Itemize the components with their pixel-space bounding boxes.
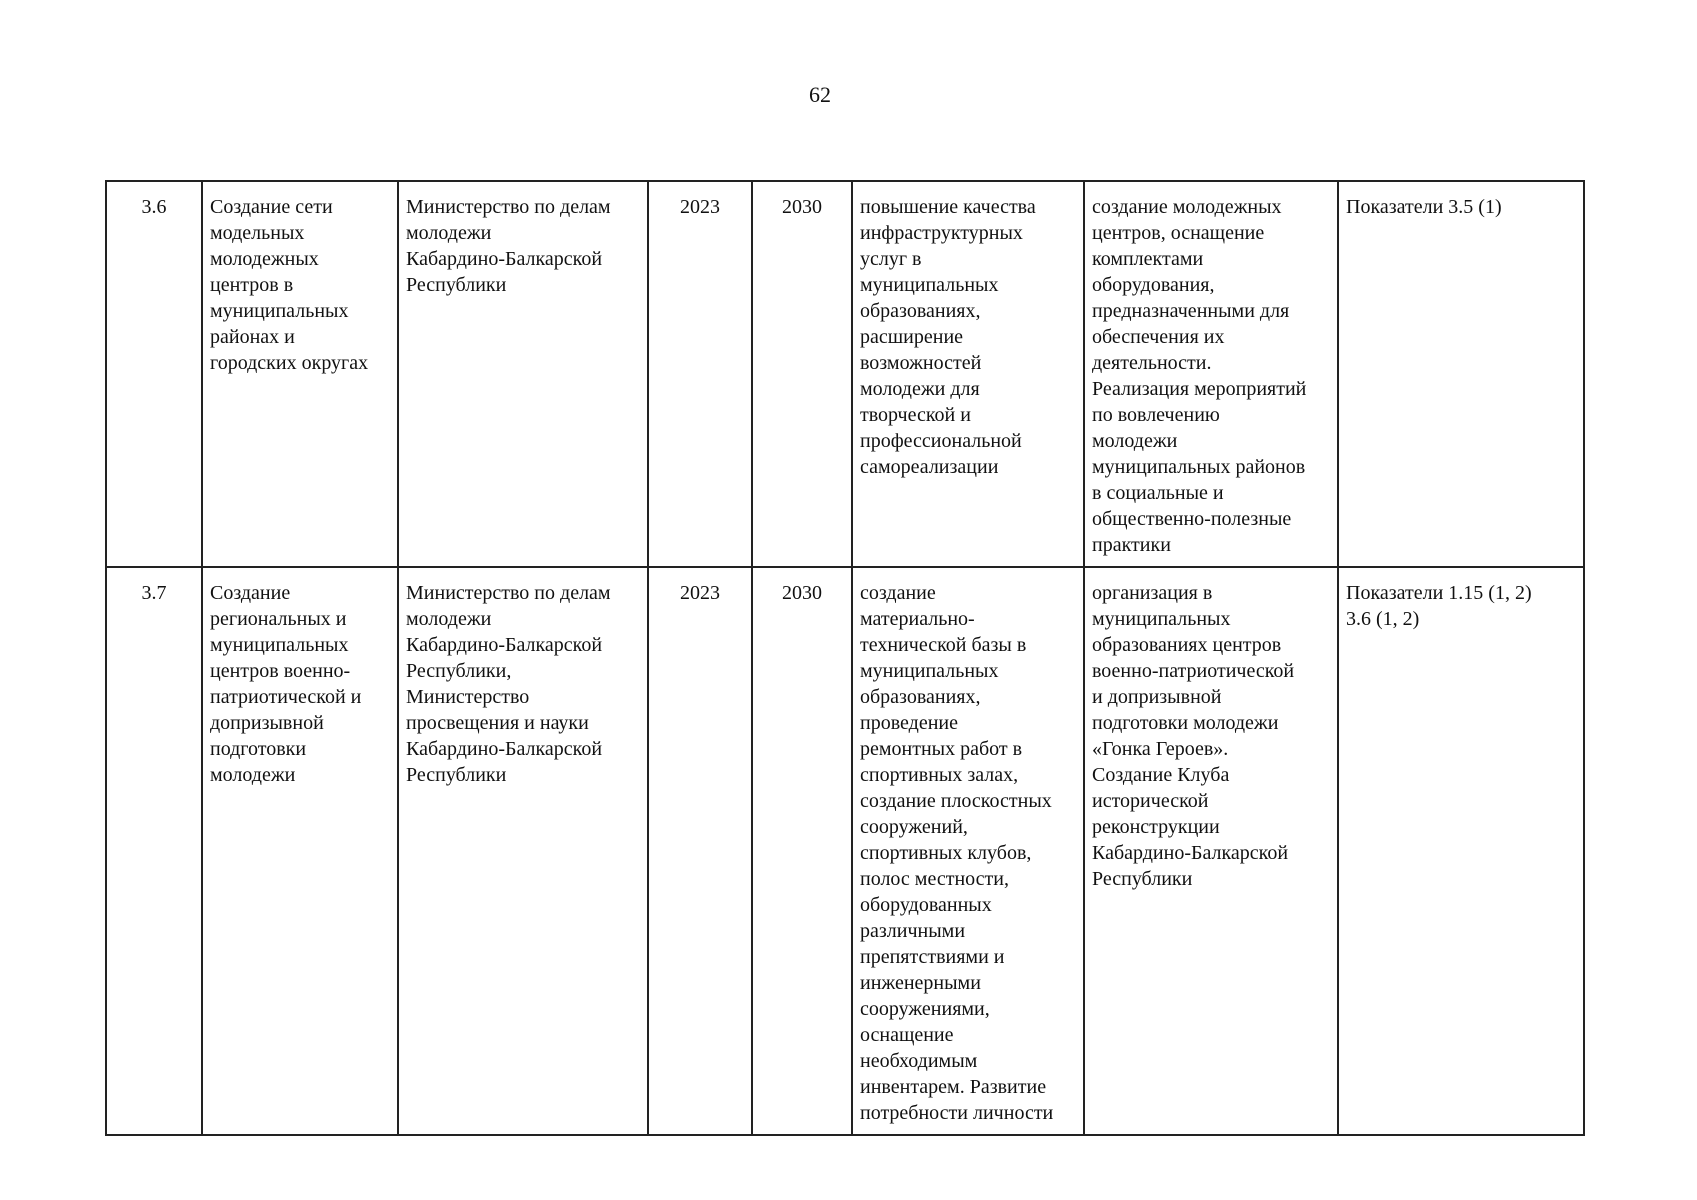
measure-name-cell: [202, 567, 398, 1135]
row-number: 3.7: [141, 582, 167, 604]
table-row: [106, 181, 1584, 567]
expected-result: создание материально- технической базы в муниципальных образованиях, проведение ремонтных работ в спортивных залах, создание плоскостных сооружений, спортивных клубов, полос местности, оборудованных различными препятствиями и инженерными сооружениями, оснащение необходимым инвентарем. Развитие потребности личности: [860, 582, 1054, 1124]
end-year-cell: [752, 567, 852, 1135]
indicators: Показатели 1.15 (1, 2) 3.6 (1, 2): [1346, 582, 1532, 630]
start-year-cell: [648, 181, 752, 567]
start-year-cell: [648, 567, 752, 1135]
executor-cell: [398, 181, 648, 567]
row-number-cell: [106, 181, 202, 567]
expected-result: повышение качества инфраструктурных услуг в муниципальных образованиях, расширение возможностей молодежи для творческой и профессиональной самореализации: [860, 196, 1036, 478]
executor: Министерство по делам молодежи Кабардино-Балкарской Республики, Министерство просвещения и науки Кабардино-Балкарской Республики: [406, 582, 611, 786]
content-cell: [1084, 181, 1338, 567]
expected-result-cell: [852, 181, 1084, 567]
measures-table: [105, 180, 1585, 1136]
end-year-cell: [752, 181, 852, 567]
measure-content: создание молодежных центров, оснащение комплектами оборудования, предназначенными для обеспечения их деятельности. Реализация мероприятий по вовлечению молодежи муниципальных районов в социальные и общественно-полезные практики: [1092, 196, 1307, 556]
indicators-cell: [1338, 567, 1584, 1135]
end-year: 2030: [782, 582, 822, 604]
indicators-cell: [1338, 181, 1584, 567]
content-cell: [1084, 567, 1338, 1135]
expected-result-cell: [852, 567, 1084, 1135]
start-year: 2023: [680, 582, 720, 604]
start-year: 2023: [680, 196, 720, 218]
indicators: Показатели 3.5 (1): [1346, 196, 1502, 218]
measure-name: Создание региональных и муниципальных центров военно- патриотической и допризывной подготовки молодежи: [210, 582, 362, 786]
row-number-cell: [106, 567, 202, 1135]
measure-name-cell: [202, 181, 398, 567]
measure-name: Создание сети модельных молодежных центров в муниципальных районах и городских округах: [210, 196, 369, 374]
executor-cell: [398, 567, 648, 1135]
measure-content: организация в муниципальных образованиях центров военно-патриотической и допризывной подготовки молодежи «Гонка Героев». Создание Клуба исторической реконструкции Кабардино-Балкарской Республики: [1092, 582, 1295, 890]
page-number: 62: [809, 82, 831, 107]
table-row: [106, 567, 1584, 1135]
end-year: 2030: [782, 196, 822, 218]
row-number: 3.6: [141, 196, 167, 218]
executor: Министерство по делам молодежи Кабардино-Балкарской Республики: [406, 196, 611, 296]
